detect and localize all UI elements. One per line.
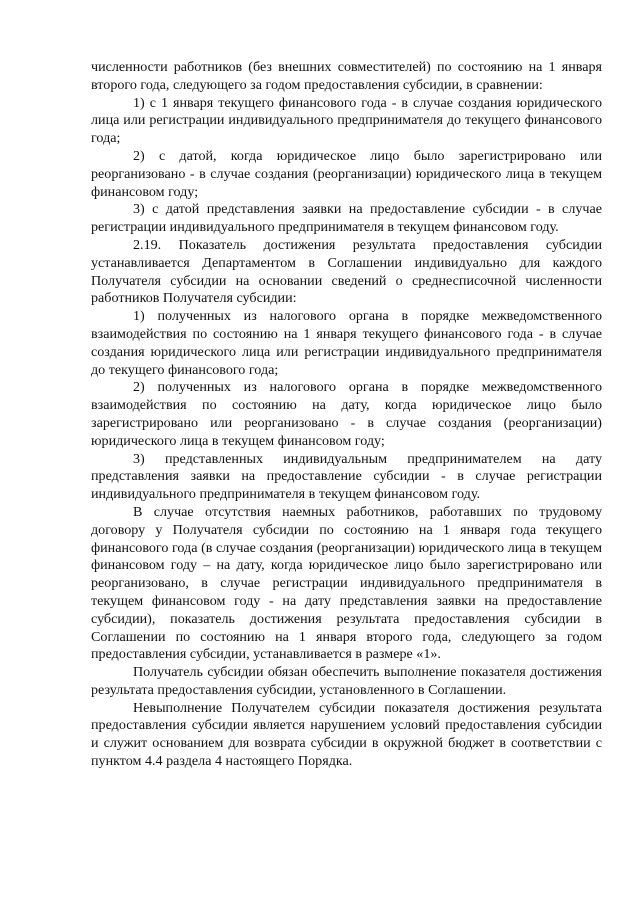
- paragraph-no-employees-case: В случае отсутствия наемных работников, работавших по трудовому договору у Получателя субсидии по состоянию на 1 января года текущего финансового года (в случае создания (реорганизации) юридического лица в текущем финансовом году – на дату, когда юридическое лицо было зарегистрировано или реорганизовано, в случае регистрации индивидуального предпринимателя в текущем финансовом году - на дату представления заявки на предоставление субсидии), показатель достижения результата предоставления субсидии в Соглашении по состоянию на 1 января второго года, следующего за годом предоставления субсидии, устанавливается в размере «1».: [91, 503, 602, 663]
- paragraph-item-3-application-date: 3) с датой представления заявки на предоставление субсидии - в случае регистрации индивидуального предпринимателя в текущем финансовом году.: [91, 201, 602, 236]
- paragraph-employee-count-comparison: численности работников (без внешних совместителей) по состоянию на 1 января второго года, следующего за годом предоставления субсидии, в сравнении:: [91, 59, 602, 93]
- paragraph-source-3-entrepreneur: 3) представленных индивидуальным предпринимателем на дату представления заявки на предоставление субсидии - в случае регистрации индивидуального предпринимателя в текущем финансовом году.: [91, 450, 602, 503]
- paragraph-source-2-tax-authority: 2) полученных из налогового органа в порядке межведомственного взаимодействия по состоянию на дату, когда юридическое лицо было зарегистрировано или реорганизовано - в случае создания (реорганизации) юридического лица в текущем финансовом году;: [91, 379, 602, 449]
- document-page: [91, 59, 602, 771]
- paragraph-section-2-19: 2.19. Показатель достижения результата предоставления субсидии устанавливается Департаментом в Соглашении индивидуально для каждого Получателя субсидии на основании сведений о среднесписочной численности работников Получателя субсидии:: [91, 236, 602, 307]
- paragraph-non-fulfillment: Невыполнение Получателем субсидии показателя достижения результата предоставления субсидии является нарушением условий предоставления субсидии и служит основанием для возврата субсидии в окружной бюджет в соответствии с пунктом 4.4 раздела 4 настоящего Порядка.: [91, 699, 602, 770]
- paragraph-item-1-january: 1) с 1 января текущего финансового года - в случае создания юридического лица или регистрации индивидуального предпринимателя до текущего финансового года;: [91, 94, 602, 147]
- paragraph-recipient-obligation: Получатель субсидии обязан обеспечить выполнение показателя достижения результата предоставления субсидии, установленного в Соглашении.: [91, 664, 602, 698]
- paragraph-item-2-registration-date: 2) с датой, когда юридическое лицо было зарегистрировано или реорганизовано - в случае создания (реорганизации) юридического лица в текущем финансовом году;: [91, 147, 602, 200]
- paragraph-source-1-tax-authority: 1) полученных из налогового органа в порядке межведомственного взаимодействия по состоянию на 1 января текущего финансового года - в случае создания юридического лица или регистрации индивидуального предпринимателя до текущего финансового года;: [91, 308, 602, 378]
